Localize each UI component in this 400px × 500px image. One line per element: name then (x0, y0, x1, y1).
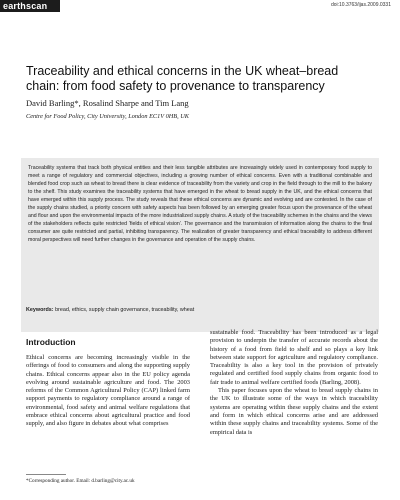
keywords-line (26, 306, 376, 314)
publisher-logo: earthscan (0, 0, 60, 12)
footnote-divider (26, 474, 66, 475)
section-heading-introduction: Introduction (26, 337, 76, 347)
footnote: *Corresponding author. Email: d.barling@city.ac.uk (26, 478, 135, 484)
article-title: Traceability and ethical concerns in the UK wheat–bread chain: from food safety to provenance to transparency (26, 64, 339, 93)
doi-text[interactable]: doi:10.3763/ijas.2009.0331 (330, 2, 391, 8)
right-column (210, 329, 378, 437)
article-authors: David Barling*, Rosalind Sharpe and Tim Lang (26, 98, 189, 108)
right-column-paragraph-1: sustainable food. Traceability has been introduced as a legal provision to underpin the transfer of accurate records about the history of a food from field to shelf and so plays a key link between state support for agriculture and regulatory compliance. Traceability is also a key tool in the provision of privately regulated and certified food supply chains from organic food to fair trade to animal welfare certified foods (Barling, 2008). (210, 329, 378, 386)
keywords-list: bread, ethics, supply chain governance, traceability, wheat (55, 307, 195, 313)
right-column-paragraph-2: This paper focuses upon the wheat to bread supply chains in the UK to illustrate some of the ways in which traceability systems are operating within these supply chains and the extent and form in which ethical concerns arise and are addressed within these supply chains and traceability systems. Some of the empirical data is (210, 387, 378, 436)
keywords-label: Keywords: (26, 307, 54, 313)
abstract-text: Traceability systems that track both physical entities and their less tangible attributes are increasingly widely used in contemporary food supply to meet a range of regulatory and commercial objectives, including a growing number of ethical concerns. Even with a traditional combinable and blended food crop such as wheat to bread there is clear evidence of traceability from the variety and crop in the field through to the mill to the bakery to the shelf. This study examines the traceability systems that have emerged in the wheat to bread supply in the UK, and the ethical concerns that have emerged within this supply process. The study reveals that these ethical concerns are dynamic and evolving and are contested. In the case of the supply chains studied, a priority concern with safety aspects has been followed by an emerging greater focus upon the provenance of the wheat and flour and upon the environmental impacts of the more industrialized supply chains. A study of the traceability schemes in the chains and the views of the stakeholders reflects quite restricted ‘fields of ethical vision’. The governance and the transmission of information along the chains to the final consumer are quite restricted and partial, inhibiting transparency. The realization of greater transparency and ethical traceability to address different moral perspectives will need further changes in the governance and operation of the supply chains. (28, 165, 372, 244)
article-affiliation: Centre for Food Policy, City University, London EC1V 0HB, UK (26, 113, 190, 120)
left-column (26, 354, 190, 450)
left-column-paragraph: Ethical concerns are becoming increasingly visible in the offerings of food to consumers and along the supporting supply chains. Ethical concerns appear also in the EU policy agenda evolving around sustainable agriculture and food. The 2003 reforms of the Common Agricultural Policy (CAP) linked farm support payments to regulatory compliance around a range of environmental, food safety and animal welfare regulations that embrace ethical concerns about agricultural practice and food supply, and also figure in debates about what comprises (26, 354, 190, 428)
